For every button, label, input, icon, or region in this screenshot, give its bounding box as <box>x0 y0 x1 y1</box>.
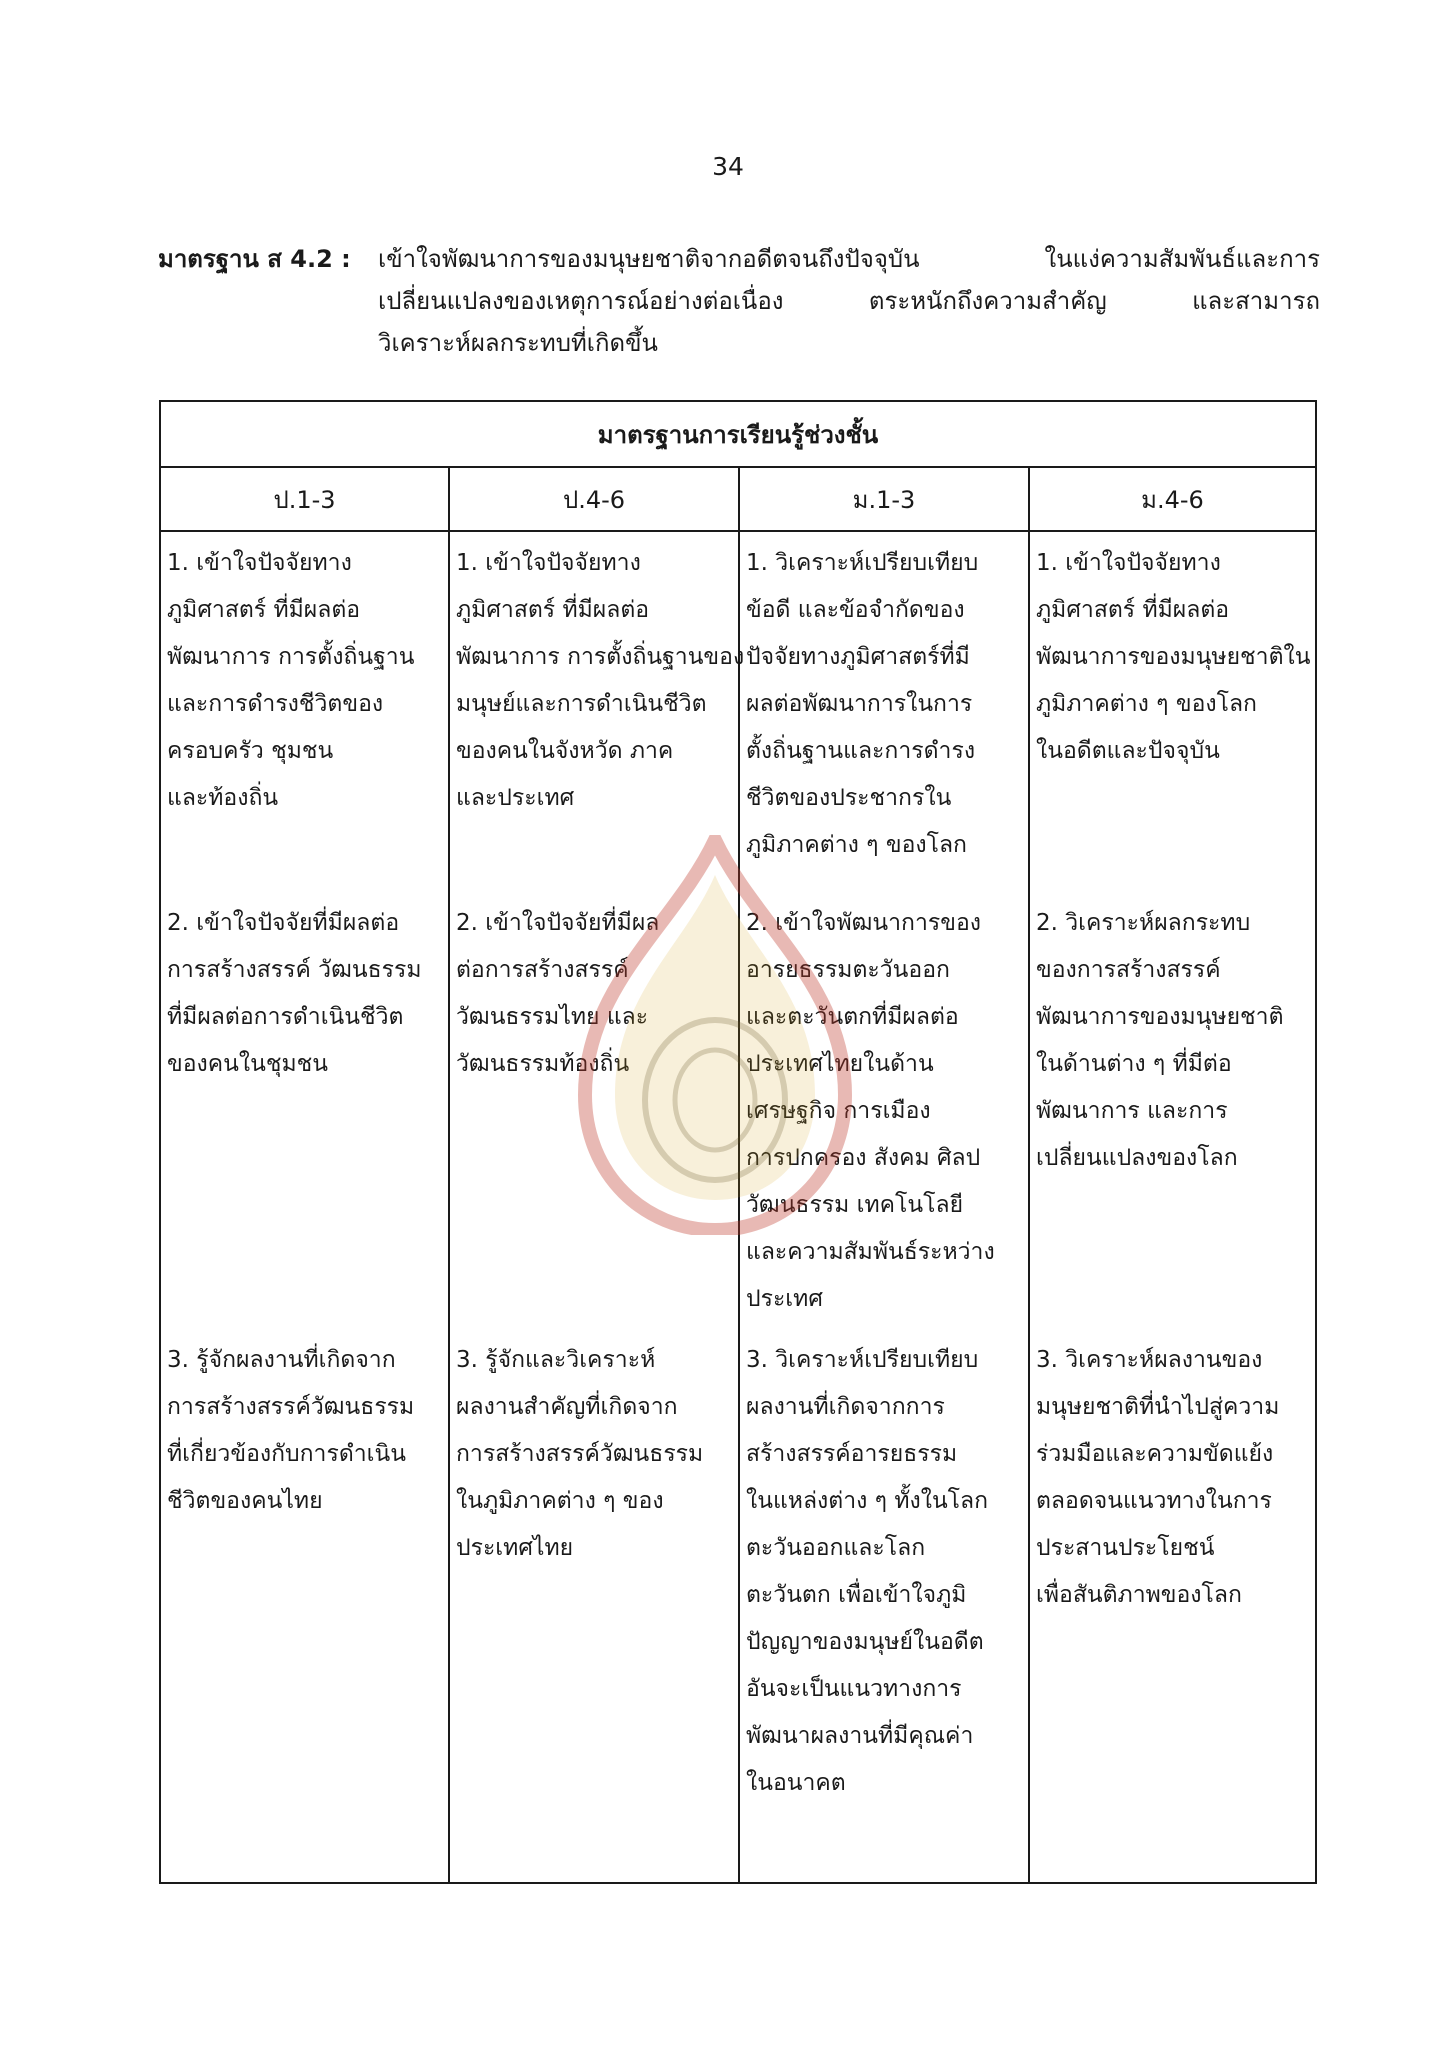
standard-item-line: ประเทศ <box>746 1286 823 1312</box>
standard-item-line: ตั้งถิ่นฐานและการดำรง <box>746 738 976 764</box>
standard-item-line: ผลต่อพัฒนาการในการ <box>746 691 973 717</box>
standard-item-line: ประสานประโยชน์ <box>1036 1535 1215 1561</box>
standard-item-line: ชีวิตของประชากรใน <box>746 785 952 811</box>
standard-item-line: ประเทศไทยในด้าน <box>746 1051 934 1077</box>
standard-item-line: วัฒนธรรม เทคโนโลยี <box>746 1192 964 1218</box>
standard-item-line: ปัญญาของมนุษย์ในอดีต <box>746 1629 984 1655</box>
page-number: 34 <box>712 152 744 181</box>
standard-item-line: ในอนาคต <box>746 1770 846 1796</box>
standard-item-line: 3. วิเคราะห์ผลงานของ <box>1036 1347 1263 1373</box>
standard-item-line: ครอบครัว ชุมชน <box>167 738 334 764</box>
standard-item-line: และตะวันตกที่มีผลต่อ <box>746 1004 959 1030</box>
standard-item-line: และความสัมพันธ์ระหว่าง <box>746 1239 995 1265</box>
column-header-p4-6: ป.4-6 <box>449 467 739 531</box>
standard-item-line: 3. รู้จักและวิเคราะห์ <box>456 1347 656 1373</box>
table-title: มาตรฐานการเรียนรู้ช่วงชั้น <box>160 401 1316 467</box>
standard-item <box>456 900 732 1088</box>
learning-standards-table <box>159 400 1317 1884</box>
standard-item-line: ภูมิศาสตร์ ที่มีผลต่อ <box>456 597 650 623</box>
standard-item-line: อันจะเป็นแนวทางการ <box>746 1676 962 1702</box>
standard-item-line: ตะวันตก เพื่อเข้าใจภูมิ <box>746 1582 967 1608</box>
standard-item-line: พัฒนาการของมนุษยชาติ <box>1036 1004 1284 1030</box>
standard-item-line: และท้องถิ่น <box>167 785 279 811</box>
standard-item <box>746 1337 1022 1807</box>
standard-item-line: ของคนในชุมชน <box>167 1051 328 1077</box>
standard-item-line: พัฒนาการ การตั้งถิ่นฐาน <box>167 644 415 670</box>
standard-item-line: ในด้านต่าง ๆ ที่มีต่อ <box>1036 1051 1232 1077</box>
standard-item <box>167 1337 442 1525</box>
standard-item-line: ร่วมมือและความขัดแย้ง <box>1036 1441 1274 1467</box>
standard-item-line: พัฒนาการ และการ <box>1036 1098 1228 1124</box>
column-header-p1-3: ป.1-3 <box>160 467 449 531</box>
standard-item-line: ภูมิภาคต่าง ๆ ของโลก <box>1036 691 1257 717</box>
standard-item-line: วัฒนธรรมท้องถิ่น <box>456 1051 630 1077</box>
standard-item-line: ต่อการสร้างสรรค์ <box>456 957 629 983</box>
standard-item-line: เพื่อสันติภาพของโลก <box>1036 1582 1242 1608</box>
standard-item <box>1036 900 1309 1182</box>
standard-item-line: ประเทศไทย <box>456 1535 574 1561</box>
table-cell <box>449 531 745 1883</box>
standard-item-line: วัฒนธรรมไทย และ <box>456 1004 649 1030</box>
standard-item <box>167 540 442 822</box>
standard-description-line: เปลี่ยนแปลงของเหตุการณ์อย่างต่อเนื่อง ตระหนักถึงความสำคัญ และสามารถ <box>378 287 1320 315</box>
standard-item-line: ข้อดี และข้อจำกัดของ <box>746 597 965 623</box>
standard-item-line: พัฒนาการของมนุษยชาติใน <box>1036 644 1311 670</box>
standard-item <box>167 900 442 1088</box>
standard-item <box>456 1337 732 1572</box>
standard-item-line: 1. เข้าใจปัจจัยทาง <box>1036 550 1221 576</box>
standard-item-line: ที่มีผลต่อการดำเนินชีวิต <box>167 1004 404 1030</box>
standard-item-line: ตะวันออกและโลก <box>746 1535 926 1561</box>
standard-item-line: 2. วิเคราะห์ผลกระทบ <box>1036 910 1251 936</box>
standard-item-line: ผลงานที่เกิดจากการ <box>746 1394 945 1420</box>
table-cell <box>739 531 1029 1883</box>
standard-item-line: ของคนในจังหวัด ภาค <box>456 738 674 764</box>
standard-item-line: อารยธรรมตะวันออก <box>746 957 950 983</box>
column-header-m1-3: ม.1-3 <box>739 467 1029 531</box>
standard-item <box>456 540 745 822</box>
standard-description-line: เข้าใจพัฒนาการของมนุษยชาติจากอดีตจนถึงปัจจุบัน ในแง่ความสัมพันธ์และการ <box>378 245 1320 273</box>
standard-item-line: ภูมิภาคต่าง ๆ ของโลก <box>746 832 967 858</box>
standard-item-line: เศรษฐกิจ การเมือง <box>746 1098 931 1124</box>
standard-description <box>378 238 1320 364</box>
standard-item-line: การสร้างสรรค์วัฒนธรรม <box>167 1394 415 1420</box>
standard-item <box>1036 540 1309 775</box>
standard-item-line: ภูมิศาสตร์ ที่มีผลต่อ <box>167 597 361 623</box>
table-cell <box>1029 531 1316 1883</box>
standard-item-line: 1. เข้าใจปัจจัยทาง <box>167 550 352 576</box>
standard-item-line: 1. เข้าใจปัจจัยทาง <box>456 550 641 576</box>
standard-item-line: 2. เข้าใจปัจจัยที่มีผล <box>456 910 660 936</box>
standard-item-line: 3. รู้จักผลงานที่เกิดจาก <box>167 1347 396 1373</box>
standard-item-line: และประเทศ <box>456 785 575 811</box>
standard-item-line: ในอดีตและปัจจุบัน <box>1036 738 1220 764</box>
standard-item-line: ผลงานสำคัญที่เกิดจาก <box>456 1394 678 1420</box>
standard-item <box>746 540 1022 869</box>
standard-item-line: สร้างสรรค์อารยธรรม <box>746 1441 958 1467</box>
standard-item-line: 2. เข้าใจพัฒนาการของ <box>746 910 981 936</box>
standard-item-line: ในแหล่งต่าง ๆ ทั้งในโลก <box>746 1488 989 1514</box>
standard-item-line: ภูมิศาสตร์ ที่มีผลต่อ <box>1036 597 1230 623</box>
standard-item-line: 2. เข้าใจปัจจัยที่มีผลต่อ <box>167 910 400 936</box>
standard-description-line: วิเคราะห์ผลกระทบที่เกิดขึ้น <box>378 329 658 357</box>
standard-item-line: พัฒนาผลงานที่มีคุณค่า <box>746 1723 974 1749</box>
standard-item-line: ชีวิตของคนไทย <box>167 1488 323 1514</box>
standard-item <box>746 900 1022 1323</box>
standard-item <box>1036 1337 1309 1619</box>
standard-item-line: 1. วิเคราะห์เปรียบเทียบ <box>746 550 979 576</box>
standard-item-line: เปลี่ยนแปลงของโลก <box>1036 1145 1238 1171</box>
standard-item-line: การสร้างสรรค์วัฒนธรรม <box>456 1441 704 1467</box>
standard-item-line: การสร้างสรรค์ วัฒนธรรม <box>167 957 422 983</box>
standard-item-line: มนุษย์และการดำเนินชีวิต <box>456 691 707 717</box>
standard-item-line: ตลอดจนแนวทางในการ <box>1036 1488 1272 1514</box>
standard-code: มาตรฐาน ส 4.2 : <box>158 245 351 273</box>
standard-item-line: พัฒนาการ การตั้งถิ่นฐานของ <box>456 644 745 670</box>
standard-item-line: ของการสร้างสรรค์ <box>1036 957 1221 983</box>
standard-item-line: การปกครอง สังคม ศิลป <box>746 1145 981 1171</box>
standard-item-line: มนุษยชาติที่นำไปสู่ความ <box>1036 1394 1280 1420</box>
standard-item-line: ที่เกี่ยวข้องกับการดำเนิน <box>167 1441 406 1467</box>
table-row <box>160 531 1316 1883</box>
table-cell <box>160 531 449 1883</box>
standard-item-line: 3. วิเคราะห์เปรียบเทียบ <box>746 1347 979 1373</box>
standard-item-line: ในภูมิภาคต่าง ๆ ของ <box>456 1488 664 1514</box>
column-header-m4-6: ม.4-6 <box>1029 467 1316 531</box>
standard-item-line: และการดำรงชีวิตของ <box>167 691 384 717</box>
standard-item-line: ปัจจัยทางภูมิศาสตร์ที่มี <box>746 644 970 670</box>
